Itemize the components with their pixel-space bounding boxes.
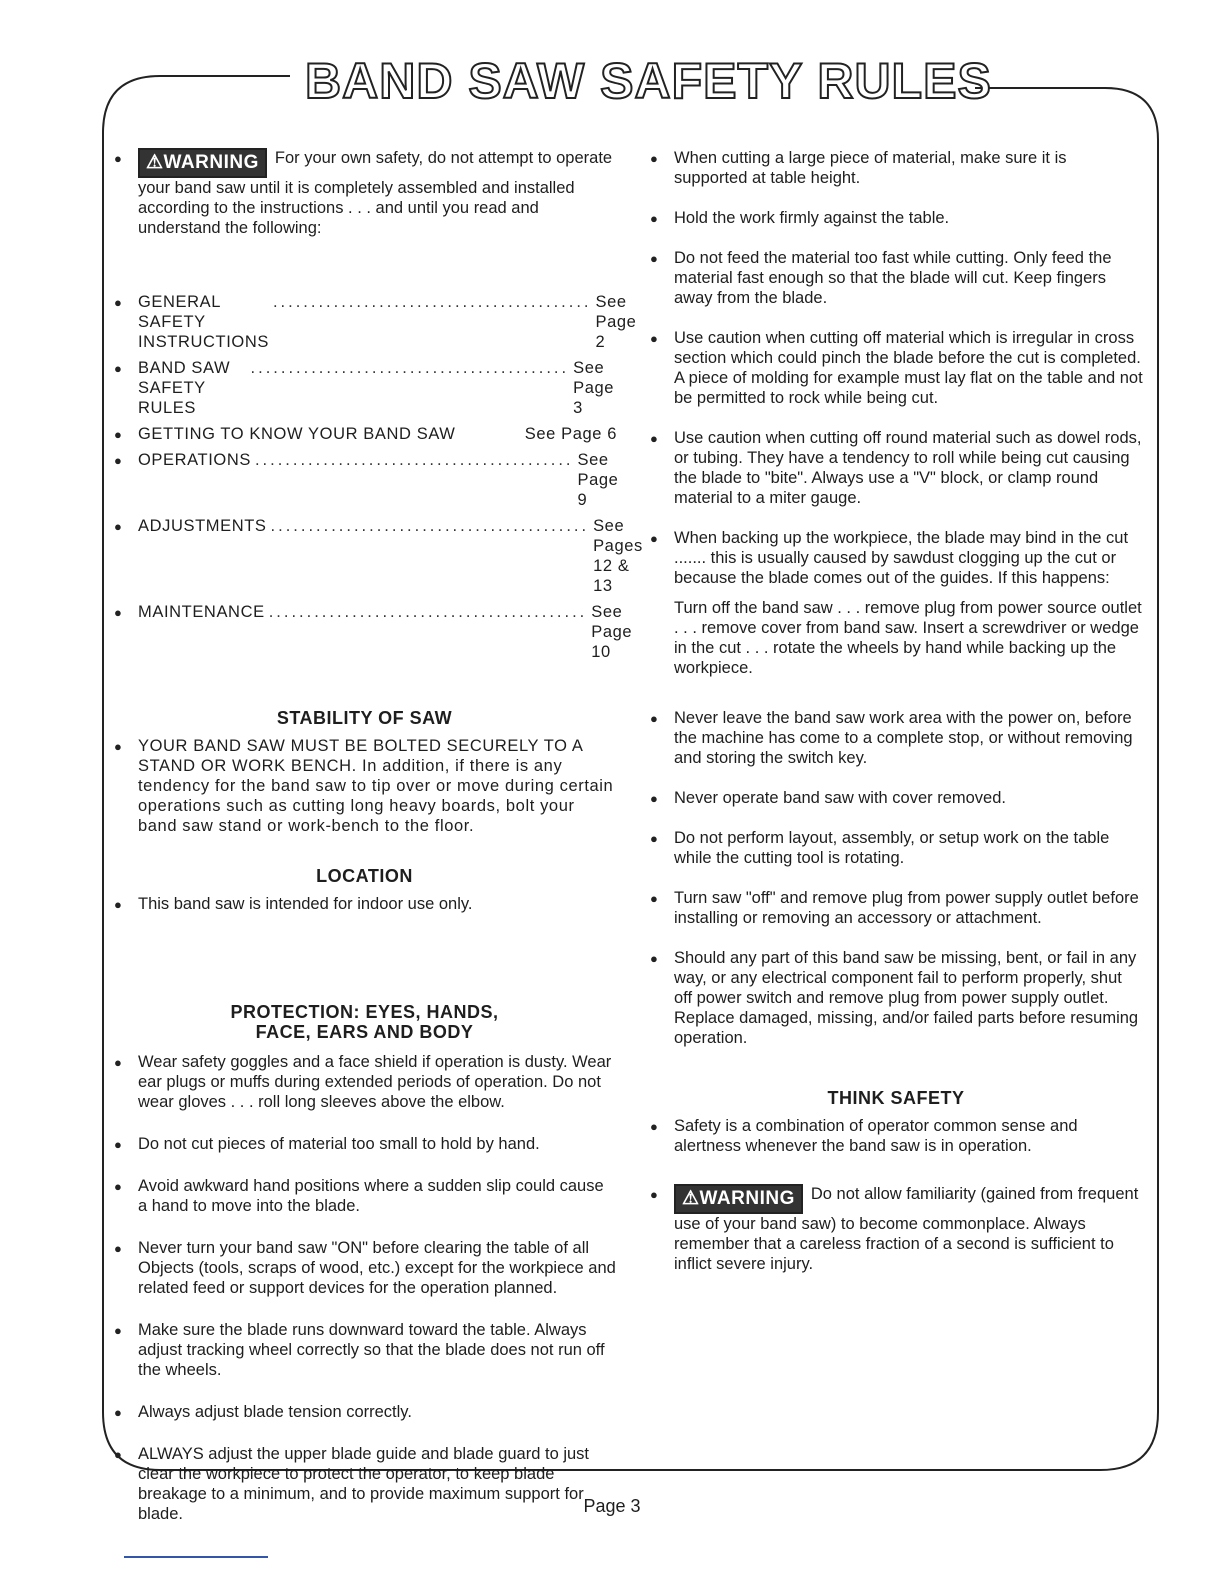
safety-item: ● Turn saw "off" and remove plug from power supply outlet before installing or removing an accessory or attachment. [650, 889, 1139, 927]
safety-item: ● Do not perform layout, assembly, or setup work on the table while the cutting tool is rotating. [650, 829, 1110, 867]
safety-item: ● Should any part of this band saw be missing, bent, or fail in any way, or any electrical component fail to perform properly, shut off power switch and remove plug from power supply outlet. Replace damaged, missing, and/or failed parts before resuming operation. [650, 949, 1139, 1047]
page-title: BAND SAW SAFETY RULES [305, 53, 992, 109]
think-safety-heading: THINK SAFETY [827, 1088, 965, 1108]
protection-item: ● Never turn your band saw "ON" before clearing the table of all Objects (tools, scraps of wood, etc.) except for the workpiece and related feed or support devices for the operation planned. [114, 1239, 616, 1297]
bullet-icon: ● [114, 897, 122, 912]
think-safety-item: ● Safety is a combination of operator common sense and alertness whenever the band saw is in operation. [650, 1117, 1078, 1155]
bullet-icon: ● [650, 1187, 658, 1202]
safety-item: ● Use caution when cutting off round material such as dowel rods, or tubing. They have a tendency to roll while being cut causing the blade to "bite". Always use a "V" block, or clamp round material to a miter gauge. [650, 429, 1142, 507]
backing-followup-text: Turn off the band saw . . . remove plug from power source outlet . . . remove cover from band saw. Insert a screwdriver or wedge in the cut . . . rotate the wheels by hand while backing up the workpiece. [674, 599, 1142, 677]
reference-item: ● GENERAL SAFETY INSTRUCTIONS .......................................... See Page 2 [114, 293, 637, 351]
page-number: Page 3 [583, 1496, 641, 1516]
reference-item: ● ADJUSTMENTS .......................................... See Pages 12 & 13 [114, 517, 643, 595]
stability-heading: STABILITY OF SAW [276, 708, 453, 728]
protection-heading-line-1: PROTECTION: EYES, HANDS, [230, 1002, 499, 1022]
reference-item: ● GETTING TO KNOW YOUR BAND SAW See Page 6 [114, 425, 617, 443]
intro-warning [112, 148, 617, 238]
protection-item: ● ALWAYS adjust the upper blade guide and blade guard to just clear the workpiece to protect the operator, to keep blade breakage to a minimum, and to provide maximum support for blade. [114, 1445, 590, 1523]
safety-item: ● Never leave the band saw work area with the power on, before the machine has come to a complete stop, or without removing and storing the switch key. [650, 709, 1133, 767]
final-warning [648, 1184, 1144, 1274]
safety-item: ● When cutting a large piece of material, make sure it is supported at table height. [650, 149, 1067, 187]
stability-item: ● YOUR BAND SAW MUST BE BOLTED SECURELY TO A STAND OR WORK BENCH. In addition, if there is any tendency for the band saw to tip over or move during certain operations such as cutting long heavy boards, bolt your band saw stand or work-bench to the floor. [114, 737, 614, 835]
location-item: ● This band saw is intended for indoor use only. [114, 895, 473, 913]
protection-item: ● Do not cut pieces of material too small to hold by hand. [114, 1135, 540, 1153]
warning-badge: ⚠WARNING [674, 1184, 803, 1214]
reference-item: ● MAINTENANCE .......................................... See Page 10 [114, 603, 633, 661]
protection-item: ● Make sure the blade runs downward toward the table. Always adjust tracking wheel correctly so that the blade does not run off the wheels. [114, 1321, 605, 1379]
reference-item: ● BAND SAW SAFETY RULES .......................................... See Page 3 [114, 359, 615, 417]
safety-item: ● Use caution when cutting off material which is irregular in cross section which could pinch the blade before the cut is completed. A piece of molding for example must lay flat on the table and not be permitted to rock while being cut. [650, 329, 1143, 407]
reference-item: ● OPERATIONS .......................................... See Page 9 [114, 451, 619, 509]
divider-line [124, 1556, 268, 1558]
warning-badge: ⚠WARNING [138, 148, 267, 178]
safety-item: ● Do not feed the material too fast while cutting. Only feed the material fast enough so that the blade will cut. Keep fingers away from the blade. [650, 249, 1112, 307]
reference-list [112, 292, 643, 662]
bullet-icon: ● [114, 739, 123, 754]
intro-text: For your own safety, do not attempt to operate your band saw until it is completely assembled and installed according to the instructions . . . and until you read and understand the following: [138, 149, 613, 237]
protection-heading-line-2: FACE, EARS AND BODY [255, 1022, 474, 1042]
protection-item: ● Avoid awkward hand positions where a sudden slip could cause a hand to move into the blade. [114, 1177, 604, 1215]
safety-item: ● Hold the work firmly against the table. [650, 209, 950, 227]
safety-item: ● When backing up the workpiece, the blade may bind in the cut ....... this is usually caused by sawdust clogging up the cut or because the blade comes out of the guides. If this happens: [650, 529, 1129, 587]
protection-item: ● Always adjust blade tension correctly. [114, 1403, 412, 1421]
final-warning-text: Do not allow familiarity (gained from frequent use of your band saw) to become commonplace. Always remember that a careless fraction of a second is sufficient to inflict severe injury. [674, 1185, 1139, 1273]
protection-item: ● Wear safety goggles and a face shield if operation is dusty. Wear ear plugs or muffs during extended periods of operation. Do not wear gloves . . . roll long sleeves above the elbow. [114, 1053, 612, 1111]
left-column [112, 148, 643, 1524]
safety-item: ● Never operate band saw with cover removed. [650, 789, 1006, 807]
location-heading: LOCATION [316, 866, 413, 886]
right-column [648, 148, 1144, 1274]
bullet-icon: ● [114, 151, 122, 166]
